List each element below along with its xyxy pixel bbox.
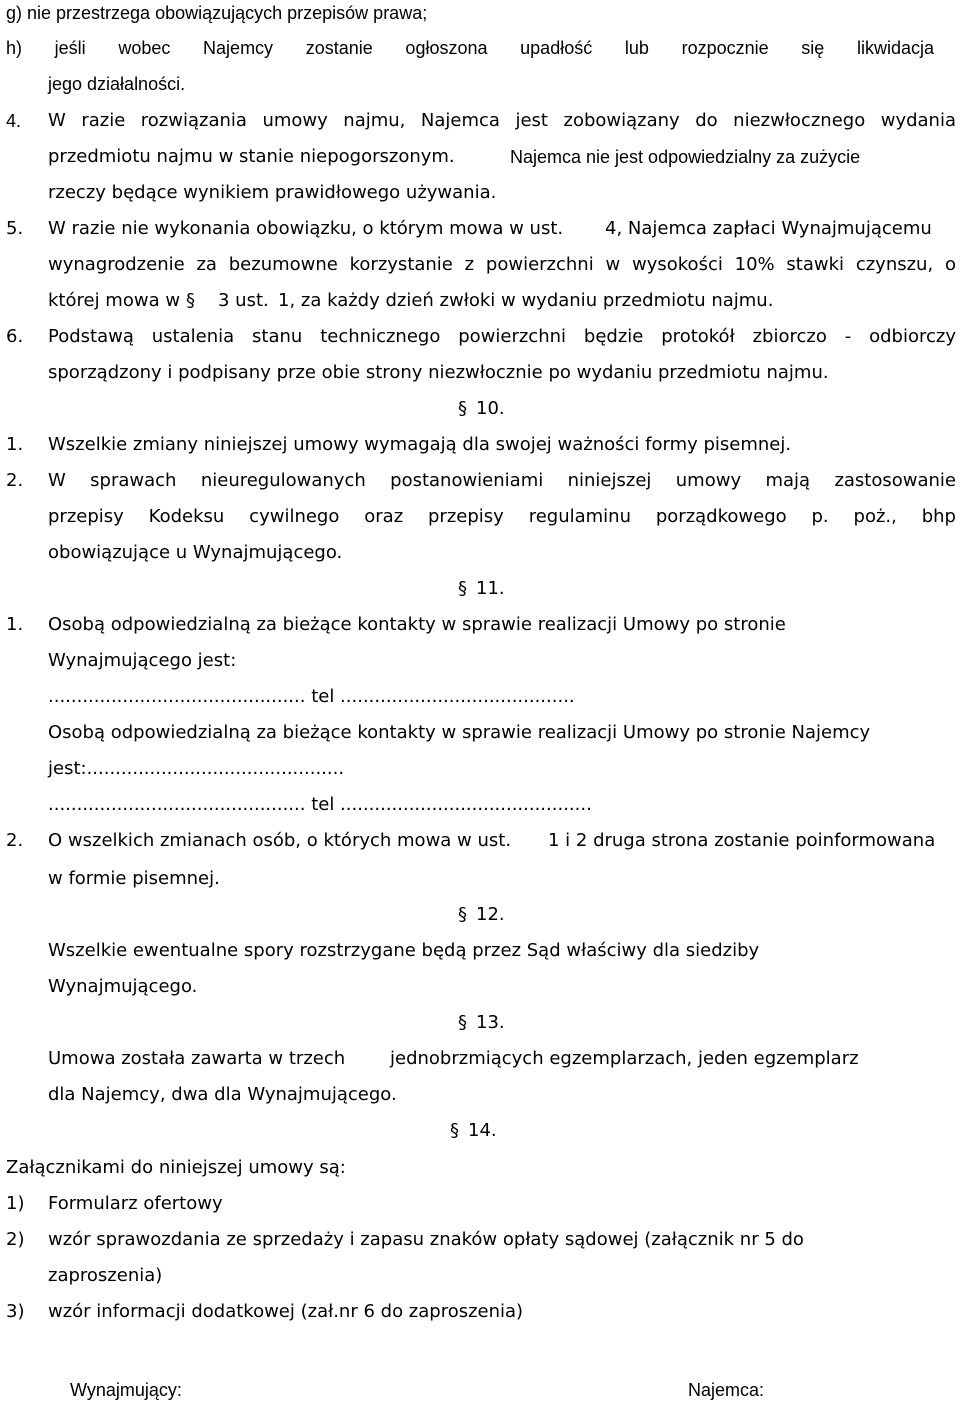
contact-fill-line: jest:.............................................	[48, 758, 345, 779]
section-sign: §	[186, 290, 195, 311]
point-h-continuation: jego działalności.	[48, 74, 186, 94]
paragraph-line: Najemca nie jest odpowiedzialny za zużycie	[510, 147, 861, 167]
item-number: 2.	[6, 470, 24, 491]
paragraph-line: Wszelkie zmiany niniejszej umowy wymagają dla swojej ważności formy pisemnej.	[48, 434, 792, 455]
item-number: 6.	[6, 326, 24, 347]
attachment-item: Formularz ofertowy	[48, 1193, 223, 1214]
section-sign: §	[458, 578, 467, 599]
paragraph-line: obowiązujące u Wynajmującego.	[48, 542, 343, 563]
paragraph-line: O wszelkich zmianach osób, o których mowa w ust.	[48, 830, 512, 851]
paragraph-line: wynagrodzenie za bezumowne korzystanie z powierzchni w wysokości 10% stawki czynszu, o	[48, 254, 956, 275]
section-sign: §	[458, 398, 467, 419]
point-h: h) jeśli wobec Najemcy zostanie ogłoszona upadłość lub rozpocznie się likwidacja	[6, 38, 934, 58]
paragraph-line: sporządzony i podpisany prze obie strony niezwłocznie po wydaniu przedmiotu najmu.	[48, 362, 829, 383]
section-heading: 11.	[476, 578, 505, 599]
paragraph-line: Umowa została zawarta w trzech	[48, 1048, 346, 1069]
item-number: 1.	[6, 614, 24, 635]
paragraph-line: 4, Najemca zapłaci Wynajmującemu	[605, 218, 932, 239]
signature-tenant-label: Najemca:	[688, 1380, 765, 1400]
section-sign: §	[450, 1120, 459, 1141]
section-sign: §	[458, 1012, 467, 1033]
paragraph-line: w formie pisemnej.	[48, 868, 220, 889]
section-heading: 10.	[476, 398, 505, 419]
paragraph-line: Osobą odpowiedzialną za bieżące kontakty w sprawie realizacji Umowy po stronie Najemcy	[48, 722, 871, 743]
section-heading: 13.	[476, 1012, 505, 1033]
item-number: 2.	[6, 830, 24, 851]
item-number: 5.	[6, 218, 24, 239]
attachment-item: wzór informacji dodatkowej (zał.nr 6 do zaproszenia)	[48, 1301, 524, 1322]
paragraph-line: Wszelkie ewentualne spory rozstrzygane będą przez Sąd właściwy dla siedziby	[48, 940, 760, 961]
paragraph-line: Osobą odpowiedzialną za bieżące kontakty w sprawie realizacji Umowy po stronie	[48, 614, 786, 635]
paragraph-line: dla Najemcy, dwa dla Wynajmującego.	[48, 1084, 397, 1105]
paragraph-line: 1, za każdy dzień zwłoki w wydaniu przedmiotu najmu.	[278, 290, 774, 311]
section-heading: 12.	[476, 904, 505, 925]
attachment-number: 2)	[6, 1229, 25, 1250]
paragraph-line: Wynajmującego jest:	[48, 650, 237, 671]
paragraph-line: W razie rozwiązania umowy najmu, Najemca jest zobowiązany do niezwłocznego wydania	[48, 110, 956, 131]
attachment-number: 1)	[6, 1193, 25, 1214]
attachment-number: 3)	[6, 1301, 25, 1322]
paragraph-line: 1 i 2 druga strona zostanie poinformowana	[548, 830, 936, 851]
paragraph-line: jednobrzmiących egzemplarzach, jeden egzemplarz	[390, 1048, 859, 1069]
paragraph-line: W sprawach nieuregulowanych postanowieniami niniejszej umowy mają zastosowanie	[48, 470, 956, 491]
contact-fill-line: ............................................. tel .........................................	[48, 686, 575, 707]
signature-landlord-label: Wynajmujący:	[70, 1380, 182, 1400]
attachment-item-continuation: zaproszenia)	[48, 1265, 163, 1286]
paragraph-line: której mowa w	[48, 290, 181, 311]
attachment-item: wzór sprawozdania ze sprzedaży i zapasu znaków opłaty sądowej (załącznik nr 5 do	[48, 1229, 804, 1250]
paragraph-line: przedmiotu najmu w stanie niepogorszonym.	[48, 146, 455, 167]
item-number: 1.	[6, 434, 24, 455]
paragraph-line: rzeczy będące wynikiem prawidłowego używania.	[48, 182, 497, 203]
paragraph-line: 3 ust.	[218, 290, 269, 311]
item-number: 4.	[6, 111, 22, 131]
paragraph-line: Podstawą ustalenia stanu technicznego powierzchni będzie protokół zbiorczo - odbiorczy	[48, 326, 956, 347]
section-sign: §	[458, 904, 467, 925]
point-g: g) nie przestrzega obowiązujących przepisów prawa;	[6, 3, 428, 23]
paragraph-line: przepisy Kodeksu cywilnego oraz przepisy regulaminu porządkowego p. poż., bhp	[48, 506, 956, 527]
paragraph-line: Wynajmującego.	[48, 976, 198, 997]
paragraph-line: W razie nie wykonania obowiązku, o którym mowa w ust.	[48, 218, 564, 239]
contact-fill-line: ............................................. tel ............................................	[48, 794, 592, 815]
section-heading: 14.	[468, 1120, 497, 1141]
attachments-heading: Załącznikami do niniejszej umowy są:	[6, 1157, 346, 1178]
